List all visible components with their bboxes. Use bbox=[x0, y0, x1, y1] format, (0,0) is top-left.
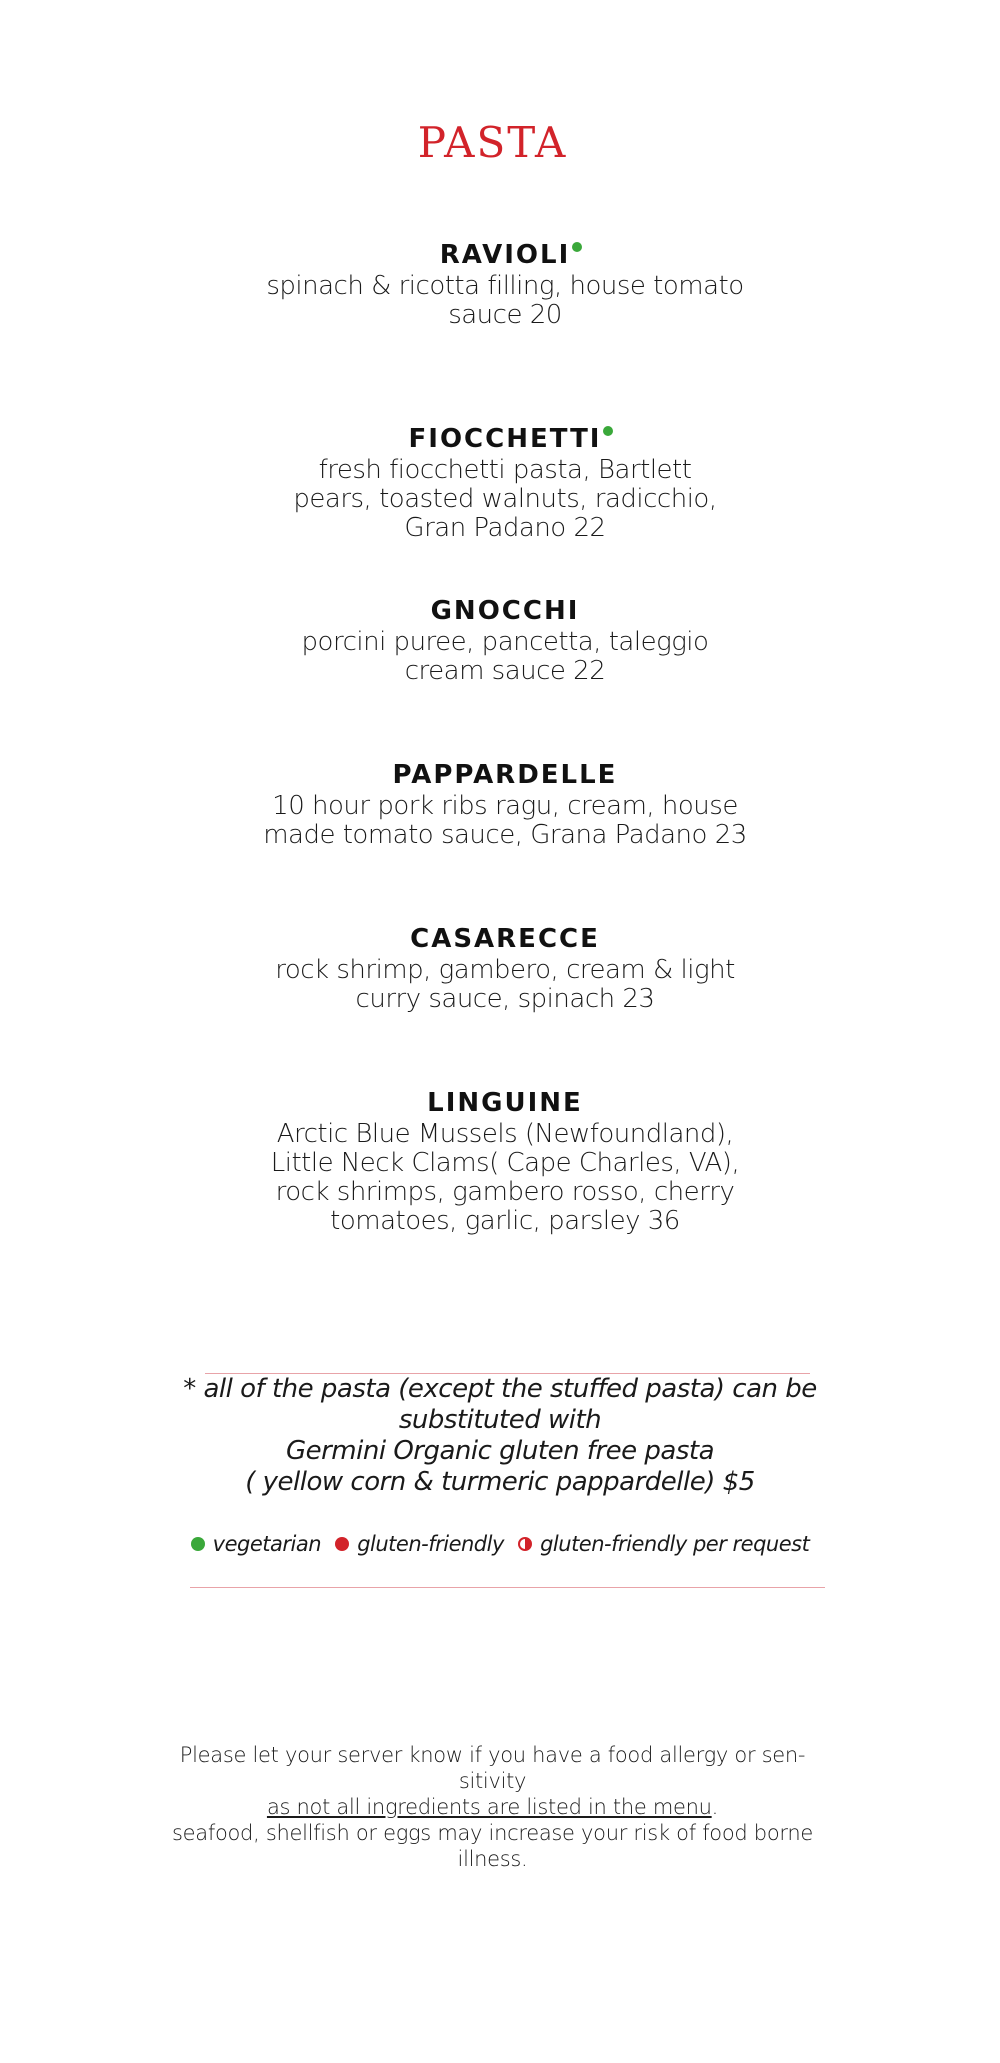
allergy-notice bbox=[0, 1742, 985, 1872]
footer-line: seafood, shellfish or eggs may increase your risk of food borne illness. bbox=[172, 1821, 813, 1871]
legend-gluten-friendly: gluten-friendly bbox=[335, 1532, 504, 1556]
menu-item-gnocchi bbox=[0, 594, 1000, 686]
dish-name: GNOCCHI bbox=[430, 596, 580, 626]
dish-name: RAVIOLI bbox=[440, 238, 571, 272]
vegetarian-icon bbox=[572, 242, 582, 252]
vegetarian-icon bbox=[603, 426, 613, 436]
footer-line: Please let your server know if you have a food allergy or sen- sitivity bbox=[179, 1743, 806, 1793]
dish-name: PAPPARDELLE bbox=[392, 760, 618, 790]
note-line: * all of the pasta (except the stuffed pasta) can be substituted with bbox=[183, 1374, 817, 1435]
menu-item-fiocchetti bbox=[0, 422, 1000, 543]
menu-item-casarecce bbox=[0, 922, 1000, 1014]
footer-underlined-text: as not all ingredients are listed in the menu bbox=[266, 1795, 712, 1819]
divider-bottom bbox=[190, 1587, 825, 1588]
dish-description: 10 hour pork ribs ragu, cream, house made tomato sauce, Grana Padano 23 bbox=[263, 791, 747, 850]
gluten-free-note bbox=[0, 1374, 1000, 1498]
page-title: PASTA bbox=[417, 118, 568, 167]
menu-item-pappardelle bbox=[0, 758, 1000, 850]
green-dot-icon bbox=[191, 1537, 205, 1551]
dish-description: spinach & ricotta filling, house tomato sauce 20 bbox=[266, 271, 744, 330]
menu-item-linguine bbox=[0, 1086, 1000, 1236]
legend-vegetarian: vegetarian bbox=[191, 1532, 321, 1556]
note-line: Germini Organic gluten free pasta bbox=[285, 1436, 715, 1466]
footer-line: as not all ingredients are listed in the menu. bbox=[266, 1795, 719, 1819]
red-dot-icon bbox=[335, 1537, 349, 1551]
note-line: ( yellow corn & turmeric pappardelle) $5 bbox=[245, 1467, 755, 1497]
dish-name: CASARECCE bbox=[410, 924, 600, 954]
dish-name: FIOCCHETTI bbox=[409, 422, 602, 456]
legend bbox=[0, 1532, 1000, 1556]
dish-description: fresh fiocchetti pasta, Bartlett pears, toasted walnuts, radicchio, Gran Padano 22 bbox=[293, 455, 717, 543]
dish-description: Arctic Blue Mussels (Newfoundland), Little Neck Clams( Cape Charles, VA), rock shrimps, gambero rosso, cherry tomatoes, garlic, parsley 36 bbox=[270, 1119, 740, 1236]
dish-description: rock shrimp, gambero, cream & light curry sauce, spinach 23 bbox=[275, 955, 735, 1014]
dish-description: porcini puree, pancetta, taleggio cream sauce 22 bbox=[301, 627, 709, 686]
dish-name: LINGUINE bbox=[427, 1088, 583, 1118]
menu-item-ravioli bbox=[0, 238, 1000, 330]
half-red-dot-icon bbox=[518, 1537, 532, 1551]
legend-gluten-friendly-request: gluten-friendly per request bbox=[518, 1532, 809, 1556]
